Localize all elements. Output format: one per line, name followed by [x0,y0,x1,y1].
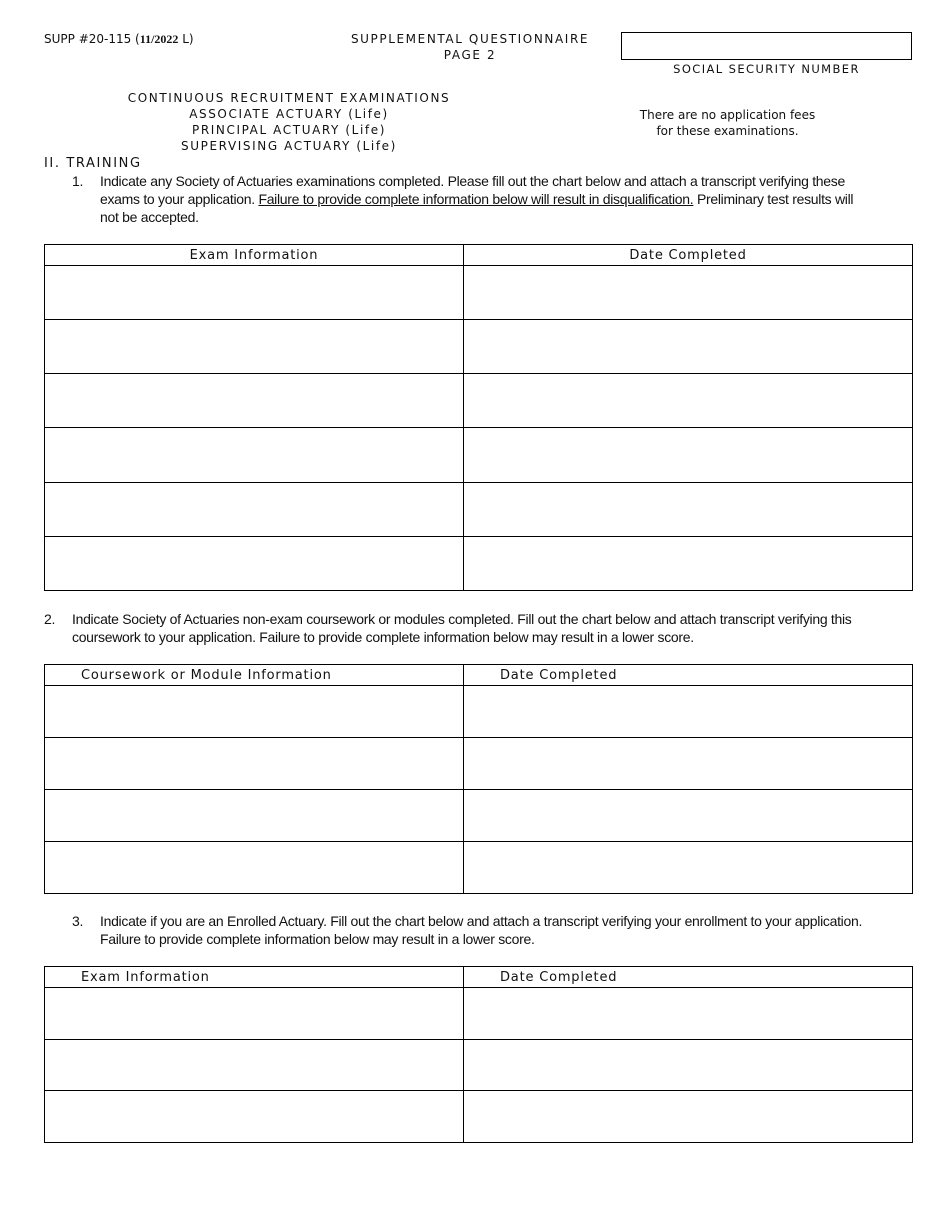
table-row [45,1091,913,1143]
exam-info-cell[interactable] [45,988,464,1040]
table-row [45,1039,913,1091]
exam-info-cell[interactable] [45,1091,464,1143]
table-row [45,686,913,738]
exam-title-associate: ASSOCIATE ACTUARY (Life) [189,107,389,121]
question-1 [72,172,872,228]
table-row [45,988,913,1040]
date-completed-cell[interactable] [464,738,913,790]
date-completed-cell[interactable] [464,536,913,590]
exam-info-cell[interactable] [45,1039,464,1091]
column-header-date-completed: Date Completed [464,967,913,988]
ssn-input-box[interactable] [621,32,912,60]
coursework-info-cell[interactable] [45,842,464,894]
date-completed-cell[interactable] [464,320,913,374]
date-completed-cell[interactable] [464,790,913,842]
date-completed-cell[interactable] [464,266,913,320]
table-row [45,842,913,894]
column-header-exam-information: Exam Information [45,967,464,988]
column-header-exam-information: Exam Information [45,245,464,266]
coursework-info-cell[interactable] [45,790,464,842]
table-header-row [45,967,913,988]
fees-notice: There are no application fees for these examinations. [639,108,816,138]
date-completed-cell[interactable] [464,428,913,482]
enrolled-actuary-table [44,966,913,1143]
page-number: PAGE 2 [443,48,497,62]
exam-title-principal: PRINCIPAL ACTUARY (Life) [192,123,386,137]
question-2-number: 2. [44,611,56,627]
table-row [45,266,913,320]
date-completed-cell[interactable] [464,988,913,1040]
question-3-text: Indicate if you are an Enrolled Actuary. Fill out the chart below and attach a transcript verifying your enrollment to your application. Failure to provide complete information below may result in a lower score. [100,913,863,947]
exam-info-cell[interactable] [45,266,464,320]
date-completed-cell[interactable] [464,842,913,894]
exam-info-cell[interactable] [45,374,464,428]
table-row [45,320,913,374]
ssn-label: SOCIAL SECURITY NUMBER [673,62,860,76]
table-header-row [45,665,913,686]
exam-info-cell[interactable] [45,320,464,374]
exam-info-cell[interactable] [45,536,464,590]
exam-series: CONTINUOUS RECRUITMENT EXAMINATIONS [127,91,451,105]
question-3 [72,912,894,950]
question-1-number: 1. [72,173,84,189]
column-header-date-completed: Date Completed [464,665,913,686]
column-header-date-completed: Date Completed [464,245,913,266]
exam-titles [110,90,468,154]
date-completed-cell[interactable] [464,1091,913,1143]
table-row [45,790,913,842]
table-row [45,482,913,536]
question-2-text: Indicate Society of Actuaries non-exam coursework or modules completed. Fill out the chart below and attach transcript verifying this coursework to your application. Failure to provide complete information below may result in a lower score. [72,611,852,645]
exam-info-cell[interactable] [45,482,464,536]
date-completed-cell[interactable] [464,1039,913,1091]
coursework-info-cell[interactable] [45,738,464,790]
document-title [340,31,600,63]
table-row [45,536,913,590]
coursework-info-cell[interactable] [45,686,464,738]
date-completed-cell[interactable] [464,482,913,536]
question-3-number: 3. [72,913,84,929]
date-completed-cell[interactable] [464,374,913,428]
column-header-coursework-information: Coursework or Module Information [45,665,464,686]
exam-title-supervising: SUPERVISING ACTUARY (Life) [181,139,397,153]
question-1-text: Indicate any Society of Actuaries examinations completed. Please fill out the chart below and attach a transcript verifying these exams to your application. Failure to provide complete information below will result in disqualification. Preliminary test results will not be accepted. [100,173,854,225]
form-number: SUPP #20-115 (11/2022 L) [44,32,194,46]
section-heading: II. TRAINING [44,156,142,171]
questionnaire-title: SUPPLEMENTAL QUESTIONNAIRE [350,32,590,46]
table-header-row [45,245,913,266]
coursework-table [44,664,913,894]
table-row [45,428,913,482]
question-2 [44,610,894,648]
table-row [45,374,913,428]
table-row [45,738,913,790]
exam-table [44,244,913,591]
exam-info-cell[interactable] [45,428,464,482]
date-completed-cell[interactable] [464,686,913,738]
